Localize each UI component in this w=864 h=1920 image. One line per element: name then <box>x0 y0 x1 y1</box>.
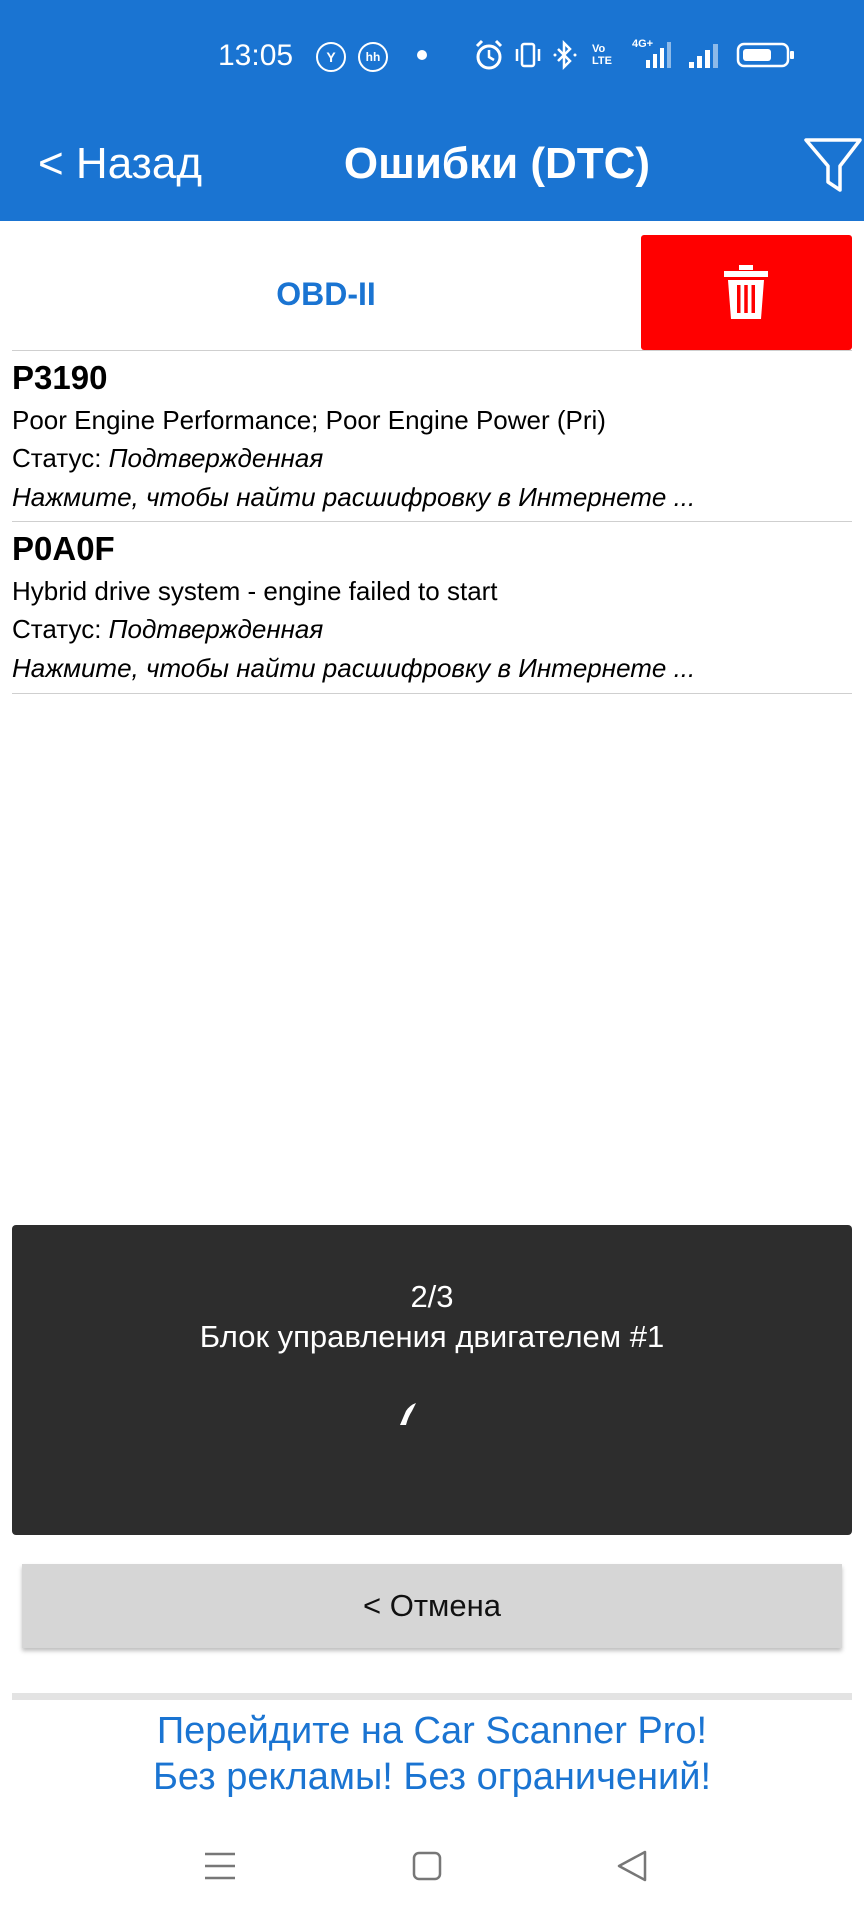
vibrate-icon <box>514 38 542 72</box>
divider <box>12 521 852 522</box>
progress-label: Блок управления двигателем #1 <box>199 1319 665 1354</box>
back-button[interactable]: < Назад <box>38 139 202 188</box>
dtc-status <box>12 613 323 645</box>
signal-4g-label: 4G+ <box>632 38 654 50</box>
dot-icon <box>417 50 427 60</box>
dtc-description: Hybrid drive system - engine failed to start <box>12 576 498 606</box>
divider <box>12 350 852 351</box>
dtc-status-prefix: Статус: <box>12 614 109 644</box>
bluetooth-icon <box>552 38 578 72</box>
progress-step: 2/3 <box>410 1279 454 1314</box>
hh-circle-icon: hh <box>358 42 388 72</box>
filter-icon[interactable] <box>802 122 864 198</box>
dtc-status-value: Подтвержденная <box>108 614 324 644</box>
home-icon[interactable] <box>411 1848 443 1884</box>
divider <box>12 693 852 694</box>
promo-divider <box>12 1693 852 1700</box>
dtc-status-value: Подтвержденная <box>108 443 324 473</box>
toolbar <box>0 110 864 221</box>
dtc-code: P0A0F <box>12 530 115 567</box>
delete-button[interactable] <box>641 235 852 350</box>
dtc-description: Poor Engine Performance; Poor Engine Power (Pri) <box>12 405 606 435</box>
cancel-button[interactable]: < Отмена <box>22 1564 842 1648</box>
promo-line-2: Без рекламы! Без ограничений! <box>152 1756 711 1798</box>
dtc-item[interactable] <box>12 352 852 520</box>
status-time: 13:05 <box>218 39 294 72</box>
spinner-icon <box>392 1393 432 1433</box>
back-icon[interactable] <box>614 1848 650 1884</box>
dtc-search-hint[interactable]: Нажмите, чтобы найти расшифровку в Интернете ... <box>12 653 696 683</box>
promo-line-1: Перейдите на Car Scanner Pro! <box>156 1710 708 1752</box>
dtc-item[interactable] <box>12 523 852 691</box>
page-title: Ошибки (DTC) <box>343 139 651 188</box>
volte-icon: Vo LTE <box>592 43 612 67</box>
dtc-code: P3190 <box>12 359 108 396</box>
y-circle-icon: Y <box>316 42 346 72</box>
signal-4g-icon <box>630 38 672 72</box>
protocol-label: OBD-II <box>276 276 376 312</box>
alarm-icon <box>474 38 504 72</box>
menu-icon[interactable] <box>202 1848 238 1884</box>
trash-icon <box>722 263 770 321</box>
dtc-search-hint[interactable]: Нажмите, чтобы найти расшифровку в Интернете ... <box>12 482 696 512</box>
dtc-status <box>12 442 323 474</box>
dtc-status-prefix: Статус: <box>12 443 109 473</box>
progress-dialog <box>12 1225 852 1535</box>
status-bar <box>0 0 864 110</box>
battery-icon <box>736 38 796 72</box>
signal-icon <box>686 38 722 72</box>
promo-banner[interactable] <box>0 1708 864 1800</box>
